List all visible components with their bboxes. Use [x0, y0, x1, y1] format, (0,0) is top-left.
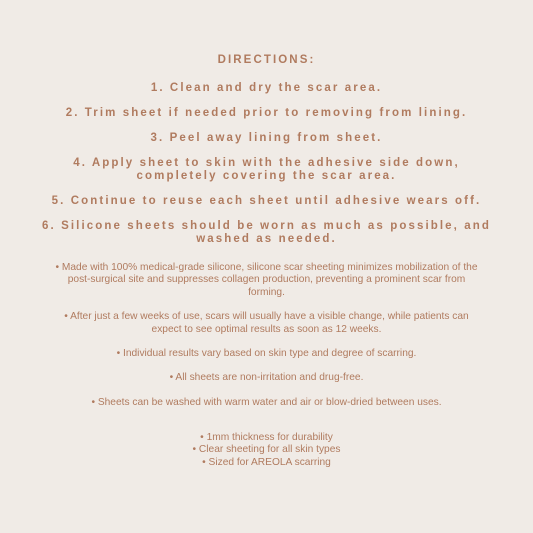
benefit-note: • Individual results vary based on skin type and degree of scarring. — [116, 348, 417, 360]
benefit-note: • Sheets can be washed with warm water and air or blow-dried between uses. — [91, 396, 442, 408]
benefit-note: • After just a few weeks of use, scars will usually have a visible change, while patients can expect to see optimal results as soon as 12 weeks. — [64, 311, 469, 335]
direction-step: 3. Peel away lining from sheet. — [150, 132, 383, 144]
features-list — [50, 432, 483, 469]
direction-step: 4. Apply sheet to skin with the adhesive side down, completely covering the scar area. — [73, 157, 460, 182]
direction-step: 6. Silicone sheets should be worn as much as possible, and washed as needed. — [42, 220, 491, 245]
directions-title: DIRECTIONS: — [217, 54, 316, 66]
direction-step: 5. Continue to reuse each sheet until adhesive wears off. — [51, 195, 482, 207]
benefit-note: • All sheets are non-irritation and drug-free. — [169, 372, 364, 384]
benefit-note: • Made with 100% medical-grade silicone, silicone scar sheeting minimizes mobilization of the post-surgical site and suppresses collagen production, preventing a prominent scar from forming. — [55, 262, 478, 298]
feature-item: • Sized for AREOLA scarring — [202, 456, 331, 468]
direction-step: 1. Clean and dry the scar area. — [150, 82, 383, 94]
directions-section — [40, 52, 493, 258]
feature-item: • Clear sheeting for all skin types — [192, 444, 341, 456]
direction-step: 2. Trim sheet if needed prior to removing from lining. — [65, 107, 468, 119]
feature-item: • 1mm thickness for durability — [200, 432, 333, 443]
benefits-section — [50, 262, 483, 421]
